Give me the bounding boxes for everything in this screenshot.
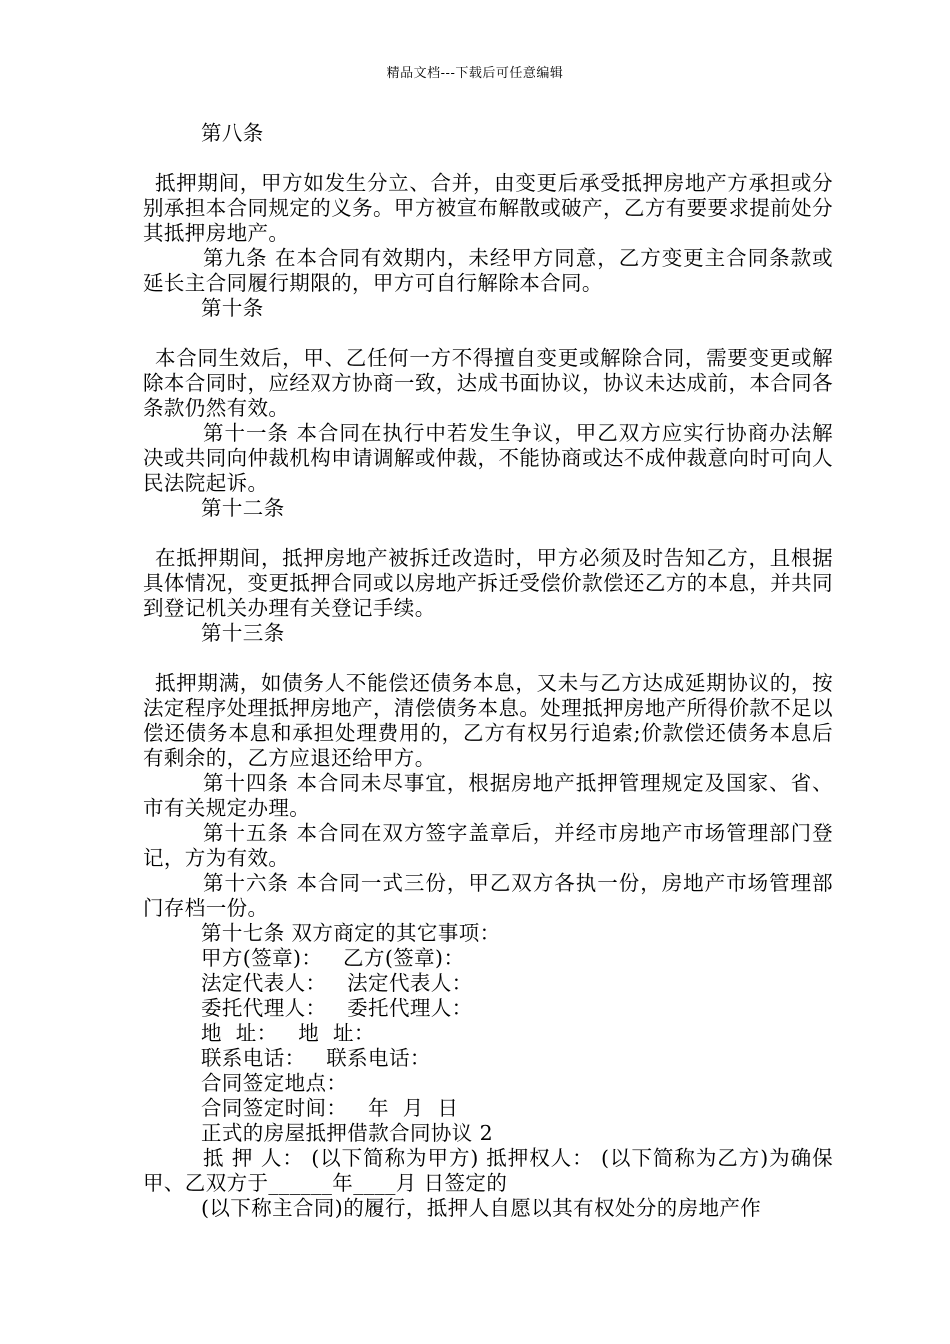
signing-place: 合同签定地点： xyxy=(201,1071,348,1095)
article-9: 第九条 在本合同有效期内，未经甲方同意，乙方变更主合同条款或延长主合同履行期限的，甲方可自行解除本合同。 xyxy=(143,246,833,295)
signature-agent: 委托代理人： 委托代理人： xyxy=(201,996,473,1020)
signature-address: 地 址： 地 址： xyxy=(201,1021,375,1045)
article-8-body: 抵押期间，甲方如发生分立、合并，由变更后承受抵押房地产方承担或分别承担本合同规定的义务。甲方被宣布解散或破产，乙方有要要求提前处分其抵押房地产。 xyxy=(143,171,833,245)
article-13-heading: 第十三条 xyxy=(201,621,285,645)
signature-legal-representative: 法定代表人： 法定代表人： xyxy=(201,971,473,995)
article-14: 第十四条 本合同未尽事宜，根据房地产抵押管理规定及国家、省、市有关规定办理。 xyxy=(143,771,833,820)
document-body xyxy=(143,121,833,1221)
page-header: 精品文档---下载后可任意编辑 xyxy=(386,66,564,81)
signature-phone: 联系电话： 联系电话： xyxy=(201,1046,431,1070)
second-contract-intro-continued: (以下称主合同)的履行，抵押人自愿以其有权处分的房地产作 xyxy=(201,1196,762,1220)
article-16: 第十六条 本合同一式三份，甲乙双方各执一份，房地产市场管理部门存档一份。 xyxy=(143,871,833,920)
article-10-body: 本合同生效后，甲、乙任何一方不得擅自变更或解除合同，需要变更或解除本合同时，应经双方协商一致，达成书面协议，协议未达成前，本合同各条款仍然有效。 xyxy=(143,346,833,420)
article-15: 第十五条 本合同在双方签字盖章后，并经市房地产市场管理部门登记，方为有效。 xyxy=(143,821,833,870)
article-10-heading: 第十条 xyxy=(201,296,264,320)
article-17: 第十七条 双方商定的其它事项： xyxy=(201,921,501,945)
article-13-body: 抵押期满，如债务人不能偿还债务本息，又未与乙方达成延期协议的，按法定程序处理抵押房地产，清偿债务本息。处理抵押房地产所得价款不足以偿还债务本息和承担处理费用的，乙方有权另行追索;价款偿还债务本息后有剩余的，乙方应退还给甲方。 xyxy=(143,671,833,770)
second-contract-intro: 抵 押 人： (以下简称为甲方) 抵押权人： (以下简称为乙方)为确保甲、乙双方于______年____月 日签定的 xyxy=(143,1146,833,1195)
article-11: 第十一条 本合同在执行中若发生争议，甲乙双方应实行协商办法解决或共同向仲裁机构申请调解或仲裁，不能协商或达不成仲裁意向时可向人民法院起诉。 xyxy=(143,421,833,495)
article-8-heading: 第八条 xyxy=(201,121,264,145)
signing-time: 合同签定时间： 年 月 日 xyxy=(201,1096,459,1120)
article-12-body: 在抵押期间，抵押房地产被拆迁改造时，甲方必须及时告知乙方，且根据具体情况，变更抵押合同或以房地产拆迁受偿价款偿还乙方的本息，并共同到登记机关办理有关登记手续。 xyxy=(143,546,833,620)
article-12-heading: 第十二条 xyxy=(201,496,285,520)
second-contract-title: 正式的房屋抵押借款合同协议 2 xyxy=(201,1121,494,1145)
signature-party: 甲方(签章)： 乙方(签章)： xyxy=(201,946,465,970)
